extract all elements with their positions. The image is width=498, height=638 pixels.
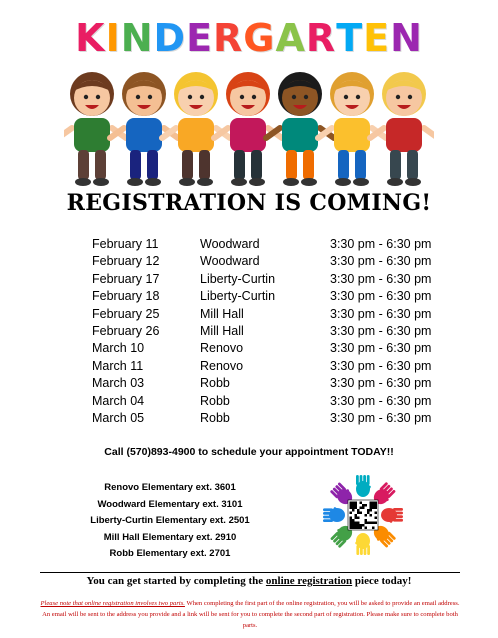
child-shoe <box>283 178 299 186</box>
schedule-date: March 10 <box>92 341 145 356</box>
child-figure <box>266 72 334 186</box>
schedule-date: February 18 <box>92 289 160 304</box>
qr-module <box>370 502 373 505</box>
child-eye <box>408 95 412 99</box>
schedule-school: Woodward <box>200 254 260 269</box>
schedule-date: February 26 <box>92 323 160 338</box>
painted-hand <box>381 508 403 523</box>
title-letter: K <box>75 16 106 60</box>
children-illustration <box>64 58 434 188</box>
child-arm <box>64 128 72 138</box>
qr-module <box>372 502 375 505</box>
get-started-before: You can get started by completing the <box>86 575 266 587</box>
qr-module <box>350 512 353 515</box>
qr-module <box>352 527 355 530</box>
note-emphasis: Please note that online registration involves two parts. <box>40 600 185 607</box>
qr-module <box>370 514 373 517</box>
qr-module <box>375 512 378 515</box>
child-figure <box>318 72 386 186</box>
qr-module <box>350 502 353 505</box>
schedule-date: March 05 <box>92 410 145 425</box>
child-eye <box>96 95 100 99</box>
hand-finger <box>363 475 366 485</box>
schedule-row <box>92 393 452 410</box>
child-shoe <box>387 178 403 186</box>
qr-module <box>355 524 358 527</box>
schedule-school: Mill Hall <box>200 306 244 321</box>
child-shoe <box>197 178 213 186</box>
child-shoe <box>405 178 421 186</box>
child-eye <box>292 95 296 99</box>
hand-finger <box>360 545 363 555</box>
hand-finger <box>393 515 403 518</box>
child-leg <box>199 150 210 180</box>
painted-hand <box>355 533 370 555</box>
qr-module <box>357 527 360 530</box>
child-leg <box>182 150 193 180</box>
qr-module <box>355 517 358 520</box>
child-figure <box>110 72 178 186</box>
qr-module <box>365 519 368 522</box>
child-eye <box>240 95 244 99</box>
kindergarten-title <box>0 16 498 60</box>
school-extension: Mill Hall Elementary ext. 2910 <box>103 531 237 543</box>
child-shirt <box>230 118 266 152</box>
qr-module <box>370 504 373 507</box>
qr-module <box>375 502 378 505</box>
qr-module <box>362 507 365 510</box>
schedule-time: 3:30 pm - 6:30 pm <box>330 306 432 321</box>
qr-module <box>360 524 363 527</box>
child-shoe <box>93 178 109 186</box>
call-to-schedule: Call (570)893-4900 to schedule your appointment TODAY!! <box>104 446 394 458</box>
child-shirt <box>282 118 318 152</box>
schedule-time: 3:30 pm - 6:30 pm <box>330 358 432 373</box>
child-shoe <box>249 178 265 186</box>
qr-module <box>375 522 378 525</box>
schedule-date: March 04 <box>92 393 145 408</box>
qr-module <box>370 507 373 510</box>
child-shoe <box>231 178 247 186</box>
hand-finger <box>323 519 333 522</box>
title-letter: I <box>105 16 121 60</box>
divider <box>40 572 460 573</box>
qr-module <box>360 507 363 510</box>
qr-module <box>350 507 353 510</box>
qr-module <box>357 517 360 520</box>
qr-module <box>352 522 355 525</box>
hand-finger <box>367 545 370 555</box>
hand-finger <box>360 475 363 485</box>
registration-schedule <box>92 236 452 427</box>
title-letter: E <box>363 16 391 60</box>
child-eye <box>396 95 400 99</box>
qr-code-hands-image <box>318 470 408 560</box>
qr-module <box>362 504 365 507</box>
schedule-time: 3:30 pm - 6:30 pm <box>330 341 432 356</box>
registration-heading: REGISTRATION IS COMING! <box>66 190 432 216</box>
hand-finger <box>367 475 370 485</box>
child-leg <box>130 150 141 180</box>
school-extensions <box>50 480 290 563</box>
qr-module <box>352 509 355 512</box>
qr-module <box>352 507 355 510</box>
qr-module <box>350 504 353 507</box>
qr-module <box>350 517 353 520</box>
qr-module <box>355 504 358 507</box>
schedule-date: March 11 <box>92 358 144 373</box>
qr-module <box>365 504 368 507</box>
child-eye <box>148 95 152 99</box>
qr-module <box>350 524 353 527</box>
school-extension: Renovo Elementary ext. 3601 <box>104 482 236 493</box>
painted-hand <box>356 475 371 497</box>
hand-finger <box>393 512 403 515</box>
schedule-row <box>92 340 452 357</box>
schedule-time: 3:30 pm - 6:30 pm <box>330 254 432 269</box>
qr-module <box>372 507 375 510</box>
title-letter: R <box>305 16 337 60</box>
qr-module <box>372 527 375 530</box>
schedule-row <box>92 323 452 340</box>
child-shirt <box>178 118 214 152</box>
qr-module <box>360 527 363 530</box>
qr-module <box>350 519 353 522</box>
schedule-school: Liberty-Curtin <box>200 289 276 304</box>
child-figure <box>64 72 126 186</box>
qr-module <box>357 522 360 525</box>
qr-module <box>352 504 355 507</box>
schedule-row <box>92 306 452 323</box>
title-letter: E <box>186 16 214 60</box>
qr-module <box>370 509 373 512</box>
qr-module <box>375 507 378 510</box>
schedule-school: Mill Hall <box>200 323 244 338</box>
hand-finger <box>323 508 333 511</box>
school-extension: Liberty-Curtin Elementary ext. 2501 <box>90 515 250 527</box>
schedule-row <box>92 271 452 288</box>
hand-finger <box>323 512 333 515</box>
child-eye <box>304 95 308 99</box>
qr-module <box>372 522 375 525</box>
schedule-school: Robb <box>200 376 230 391</box>
child-shoe <box>353 178 369 186</box>
schedule-school: Renovo <box>200 358 244 373</box>
schedule-date: March 03 <box>92 376 145 391</box>
schedule-date: February 25 <box>92 306 160 321</box>
schedule-time: 3:30 pm - 6:30 pm <box>330 237 432 251</box>
qr-module <box>367 522 370 525</box>
schedule-school: Renovo <box>200 341 244 356</box>
qr-module <box>375 517 378 520</box>
schedule-time: 3:30 pm - 6:30 pm <box>330 323 432 338</box>
qr-module <box>352 524 355 527</box>
registration-note <box>40 598 460 631</box>
child-leg <box>251 150 262 180</box>
hand-finger <box>356 545 359 555</box>
child-leg <box>303 150 314 180</box>
child-leg <box>78 150 89 180</box>
child-figure <box>162 72 230 186</box>
child-shirt <box>126 118 162 152</box>
qr-module <box>360 512 363 515</box>
qr-module <box>352 502 355 505</box>
qr-code <box>348 500 378 530</box>
qr-module <box>360 502 363 505</box>
child-eye <box>252 95 256 99</box>
qr-module <box>355 514 358 517</box>
title-letter: N <box>120 16 154 60</box>
schedule-date: February 17 <box>92 271 160 286</box>
child-leg <box>234 150 245 180</box>
child-eye <box>84 95 88 99</box>
title-letter: A <box>275 16 306 60</box>
qr-module <box>365 522 368 525</box>
qr-module <box>355 522 358 525</box>
schedule-row <box>92 410 452 427</box>
hand-finger <box>356 475 359 485</box>
qr-module <box>357 524 360 527</box>
child-shirt <box>386 118 422 152</box>
schedule-row <box>92 358 452 375</box>
child-shirt <box>74 118 110 152</box>
qr-module <box>357 509 360 512</box>
schedule-school: Robb <box>200 410 230 425</box>
qr-module <box>357 512 360 515</box>
hand-finger <box>393 508 403 511</box>
get-started-after: piece today! <box>352 575 412 587</box>
child-eye <box>200 95 204 99</box>
get-started-text <box>0 575 498 587</box>
child-shoe <box>75 178 91 186</box>
child-figure <box>370 72 434 186</box>
qr-module <box>367 512 370 515</box>
school-extension: Robb Elementary ext. 2701 <box>109 548 231 560</box>
hand-finger <box>323 516 333 519</box>
title-letter: D <box>153 16 187 60</box>
hand-finger <box>393 519 403 522</box>
qr-module <box>352 519 355 522</box>
schedule-time: 3:30 pm - 6:30 pm <box>330 271 432 286</box>
schedule-time: 3:30 pm - 6:30 pm <box>330 410 432 425</box>
child-shirt <box>334 118 370 152</box>
child-shoe <box>179 178 195 186</box>
child-leg <box>286 150 297 180</box>
child-shoe <box>145 178 161 186</box>
online-registration-link[interactable]: online registration <box>265 575 353 587</box>
child-shoe <box>127 178 143 186</box>
child-arm <box>424 128 434 138</box>
qr-module <box>375 504 378 507</box>
qr-module <box>365 514 368 517</box>
child-eye <box>344 95 348 99</box>
schedule-row <box>92 375 452 392</box>
note-body: When completing the first part of the online registration, you will be asked to provide an email address. An email will be sent to the address you provide and a link will be sent for you to complete the second part of registration. Please make sure to complete both parts. <box>42 600 460 629</box>
qr-module <box>370 522 373 525</box>
schedule-time: 3:30 pm - 6:30 pm <box>330 376 432 391</box>
schedule-school: Liberty-Curtin <box>200 271 276 286</box>
painted-hand <box>323 507 345 522</box>
child-eye <box>136 95 140 99</box>
schedule-date: February 12 <box>92 254 160 269</box>
title-letter: N <box>390 16 423 60</box>
schedule-time: 3:30 pm - 6:30 pm <box>330 289 432 304</box>
qr-module <box>372 504 375 507</box>
title-letter: R <box>213 16 244 60</box>
child-leg <box>95 150 106 180</box>
child-leg <box>407 150 418 180</box>
child-leg <box>147 150 158 180</box>
child-shoe <box>301 178 317 186</box>
qr-module <box>355 527 358 530</box>
schedule-school: Woodward <box>200 237 260 251</box>
schedule-row <box>92 288 452 305</box>
child-figure <box>214 72 282 186</box>
qr-module <box>362 524 365 527</box>
schedule-row <box>92 236 452 253</box>
child-eye <box>356 95 360 99</box>
child-eye <box>188 95 192 99</box>
child-leg <box>355 150 366 180</box>
qr-module <box>350 527 353 530</box>
child-shoe <box>335 178 351 186</box>
child-leg <box>338 150 349 180</box>
school-extension: Woodward Elementary ext. 3101 <box>97 498 243 510</box>
qr-module <box>350 522 353 525</box>
qr-module <box>365 527 368 530</box>
schedule-date: February 11 <box>92 237 159 251</box>
schedule-school: Robb <box>200 393 230 408</box>
title-letter: G <box>243 16 276 60</box>
qr-module <box>355 502 358 505</box>
title-letter: T <box>336 16 364 60</box>
schedule-row <box>92 253 452 270</box>
qr-module <box>367 509 370 512</box>
hand-finger <box>364 545 367 555</box>
child-leg <box>390 150 401 180</box>
schedule-time: 3:30 pm - 6:30 pm <box>330 393 432 408</box>
qr-module <box>355 507 358 510</box>
